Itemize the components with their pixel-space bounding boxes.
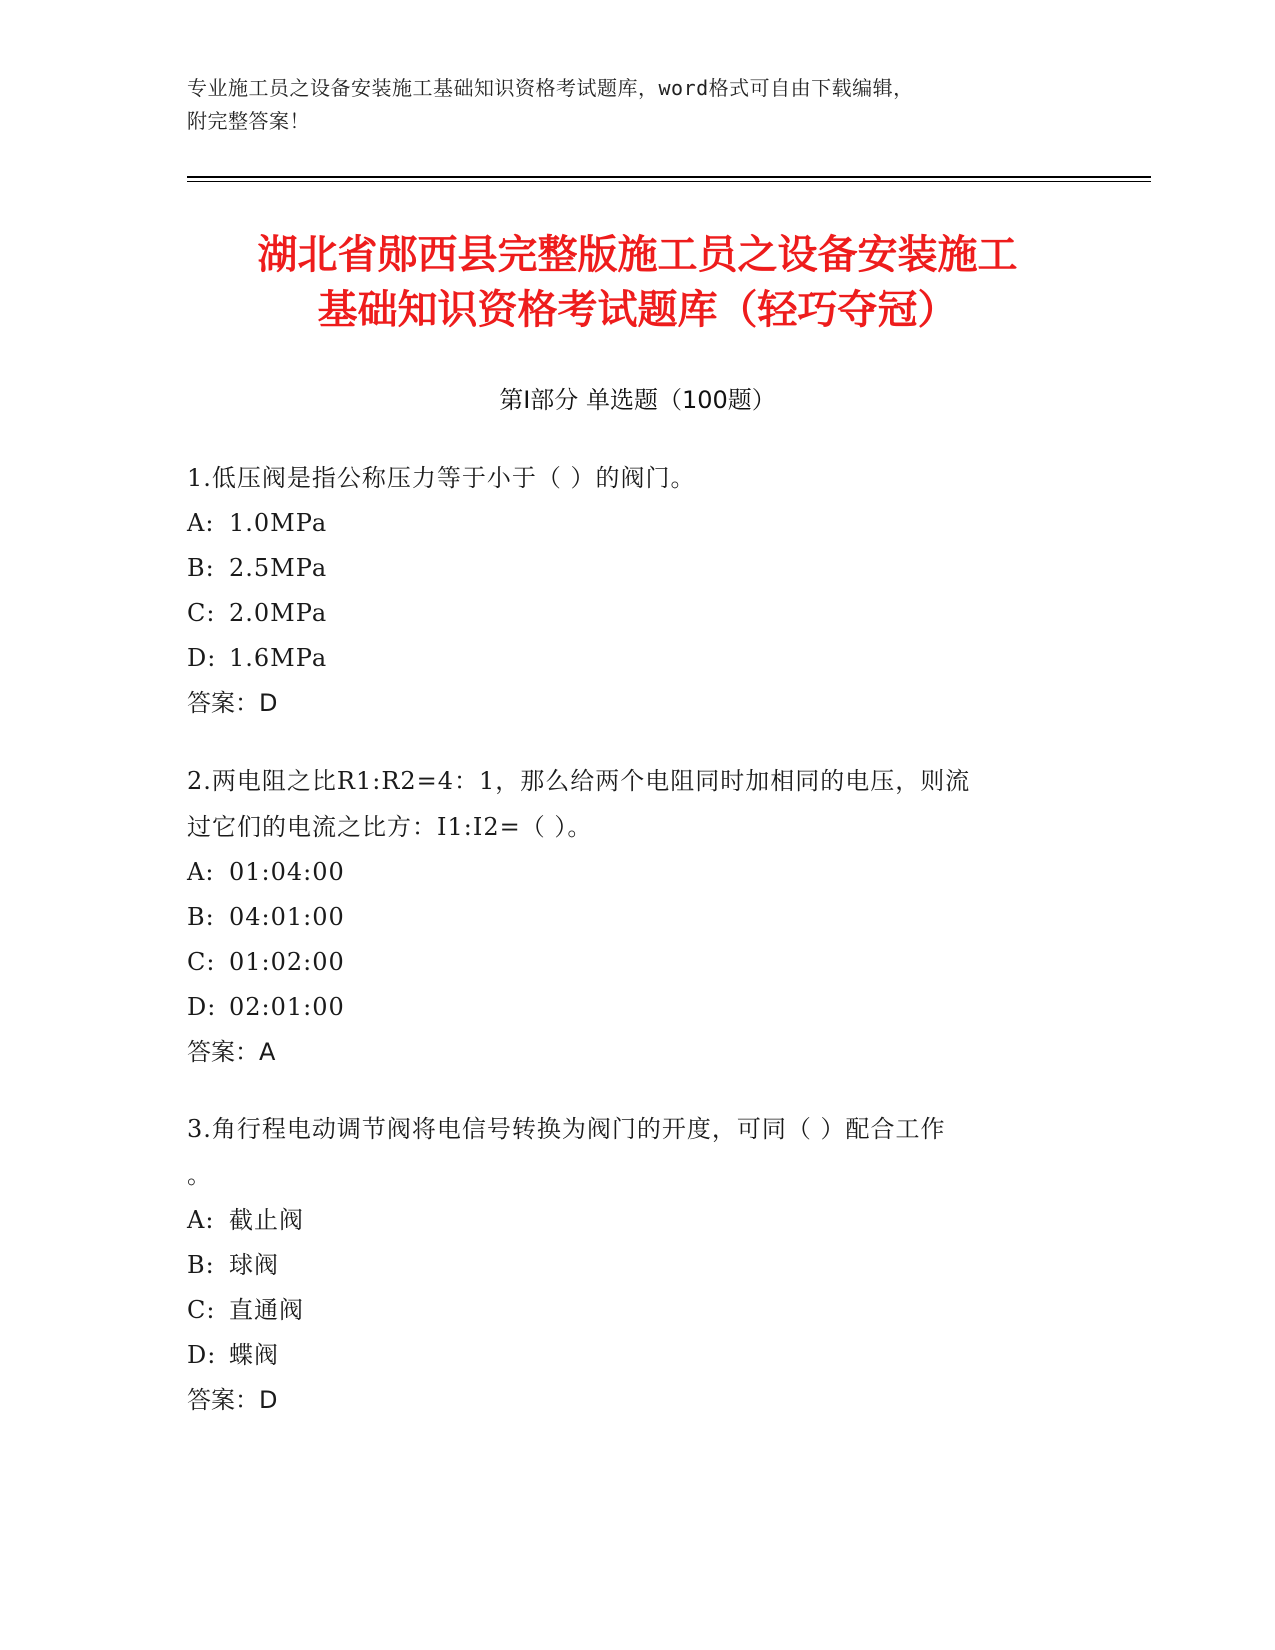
question-stem-line: 3.角行程电动调节阀将电信号转换为阀门的开度，可同（ ）配合工作: [187, 1115, 946, 1143]
question-2: [187, 758, 1067, 1075]
header-note-line-1: 专业施工员之设备安装施工基础知识资格考试题库，word格式可自由下载编辑，: [187, 76, 914, 100]
option-letter: A:: [187, 509, 215, 537]
option-letter: B:: [187, 554, 215, 582]
option-letter: B:: [187, 1251, 215, 1279]
answer-label: 答案：D: [187, 1386, 278, 1414]
option-b: [187, 1243, 1067, 1288]
option-text: 2.0MPa: [229, 599, 328, 627]
option-letter: C:: [187, 1296, 216, 1324]
option-letter: C:: [187, 948, 216, 976]
option-text: 1.0MPa: [229, 509, 328, 537]
document-title-line-2: 基础知识资格考试题库（轻巧夺冠）: [317, 287, 958, 333]
question-stem: [187, 1106, 1067, 1198]
option-letter: A:: [187, 1206, 215, 1234]
answer-label: 答案：D: [187, 689, 278, 717]
option-text: 直通阀: [229, 1296, 304, 1324]
header-rule-thin: [187, 181, 1151, 182]
option-c: [187, 591, 1067, 636]
option-a: [187, 1198, 1067, 1243]
option-text: 截止阀: [229, 1206, 304, 1234]
option-text: 球阀: [229, 1251, 279, 1279]
answer-label: 答案：A: [187, 1038, 276, 1066]
question-stem: [187, 455, 1067, 501]
option-text: 04:01:00: [229, 903, 345, 931]
header-note-line-2: 附完整答案！: [187, 109, 310, 133]
header-rule-thick: [187, 176, 1151, 178]
option-letter: B:: [187, 903, 215, 931]
option-b: [187, 895, 1067, 940]
option-d: [187, 1333, 1067, 1378]
question-stem-line: 2.两电阻之比R1:R2=4：1，那么给两个电阻同时加相同的电压，则流: [187, 767, 971, 795]
option-letter: D:: [187, 993, 217, 1021]
option-text: 02:01:00: [229, 993, 345, 1021]
question-stem-line: 。: [187, 1161, 212, 1189]
option-letter: D:: [187, 644, 217, 672]
question-3: [187, 1106, 1067, 1423]
header-note: [187, 72, 1087, 138]
option-c: [187, 1288, 1067, 1333]
question-1: [187, 455, 1067, 726]
option-d: [187, 636, 1067, 681]
option-c: [187, 940, 1067, 985]
option-text: 2.5MPa: [229, 554, 328, 582]
question-stem-line: 过它们的电流之比方：I1:I2=（ ）。: [187, 813, 593, 841]
option-a: [187, 850, 1067, 895]
option-text: 01:04:00: [229, 858, 345, 886]
option-letter: A:: [187, 858, 215, 886]
option-b: [187, 546, 1067, 591]
document-title-line-1: 湖北省郧西县完整版施工员之设备安装施工: [257, 232, 1018, 278]
option-letter: D:: [187, 1341, 217, 1369]
option-text: 1.6MPa: [229, 644, 328, 672]
option-letter: C:: [187, 599, 216, 627]
question-stem-line: 1.低压阀是指公称压力等于小于（ ）的阀门。: [187, 464, 696, 492]
document-title: [150, 228, 1125, 338]
section-heading: 第Ⅰ部分 单选题（100题）: [499, 386, 776, 414]
option-a: [187, 501, 1067, 546]
option-text: 蝶阀: [229, 1341, 279, 1369]
option-d: [187, 985, 1067, 1030]
option-text: 01:02:00: [229, 948, 345, 976]
question-stem: [187, 758, 1067, 850]
